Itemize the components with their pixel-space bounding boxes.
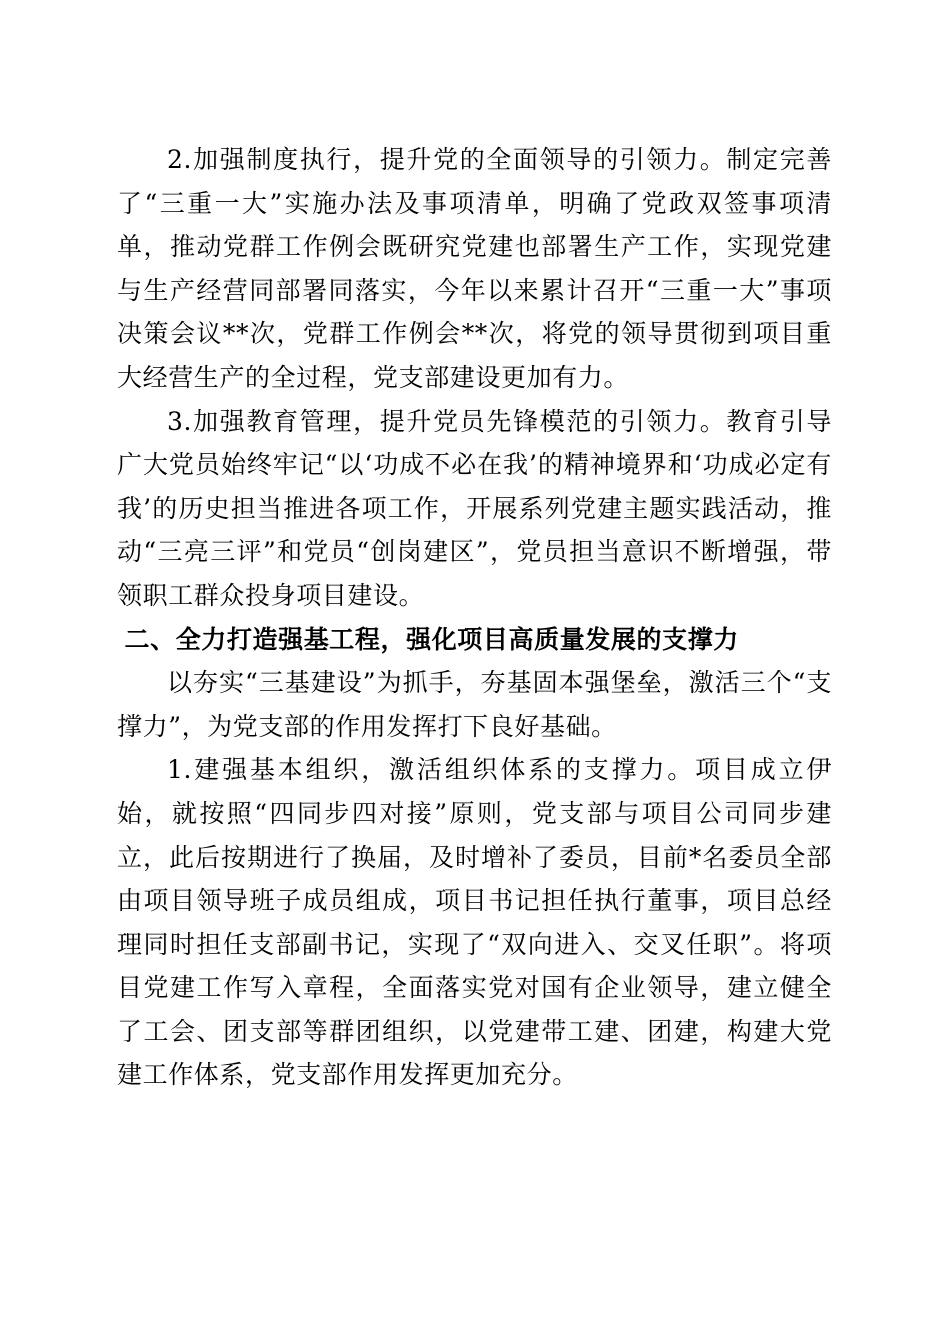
paragraph-section-intro: 以夯实“三基建设”为抓手，夯基固本强堡垒，激活三个“支撑力”，为党支部的作用发挥打下良好基础。 [117, 668, 832, 741]
paragraph-basic-organization: 1.建强基本组织，激活组织体系的支撑力。项目成立伊始，就按照“四同步四对接”原则，党支部与项目公司同步建立，此后按期进行了换届，及时增补了委员，目前*名委员全部由项目领导班子成员组成，项目书记担任执行董事，项目总经理同时担任支部副书记，实现了“双向进入、交叉任职”。将项目党建工作写入章程，全面落实党对国有企业领导，建立健全了工会、团支部等群团组织，以党建带工建、团建，构建大党建工作体系，党支部作用发挥更加充分。 [117, 755, 832, 1090]
document-page [117, 138, 832, 1097]
paragraph-system-execution: 2.加强制度执行，提升党的全面领导的引领力。制定完善了“三重一大”实施办法及事项清单，明确了党政双签事项清单，推动党群工作例会既研究党建也部署生产工作，实现党建与生产经营同部署同落实，今年以来累计召开“三重一大”事项决策会议**次，党群工作例会**次，将党的领导贯彻到项目重大经营生产的全过程，党支部建设更加有力。 [117, 145, 832, 392]
section-heading-strong-foundation: 二、全力打造强基工程，强化项目高质量发展的支撑力 [124, 624, 739, 654]
paragraph-education-management: 3.加强教育管理，提升党员先锋模范的引领力。教育引导广大党员始终牢记“以‘功成不必在我’的精神境界和‘功成必定有我’的历史担当推进各项工作，开展系列党建主题实践活动，推动“三亮三评”和党员“创岗建区”，党员担当意识不断增强，带领职工群众投身项目建设。 [117, 406, 832, 610]
